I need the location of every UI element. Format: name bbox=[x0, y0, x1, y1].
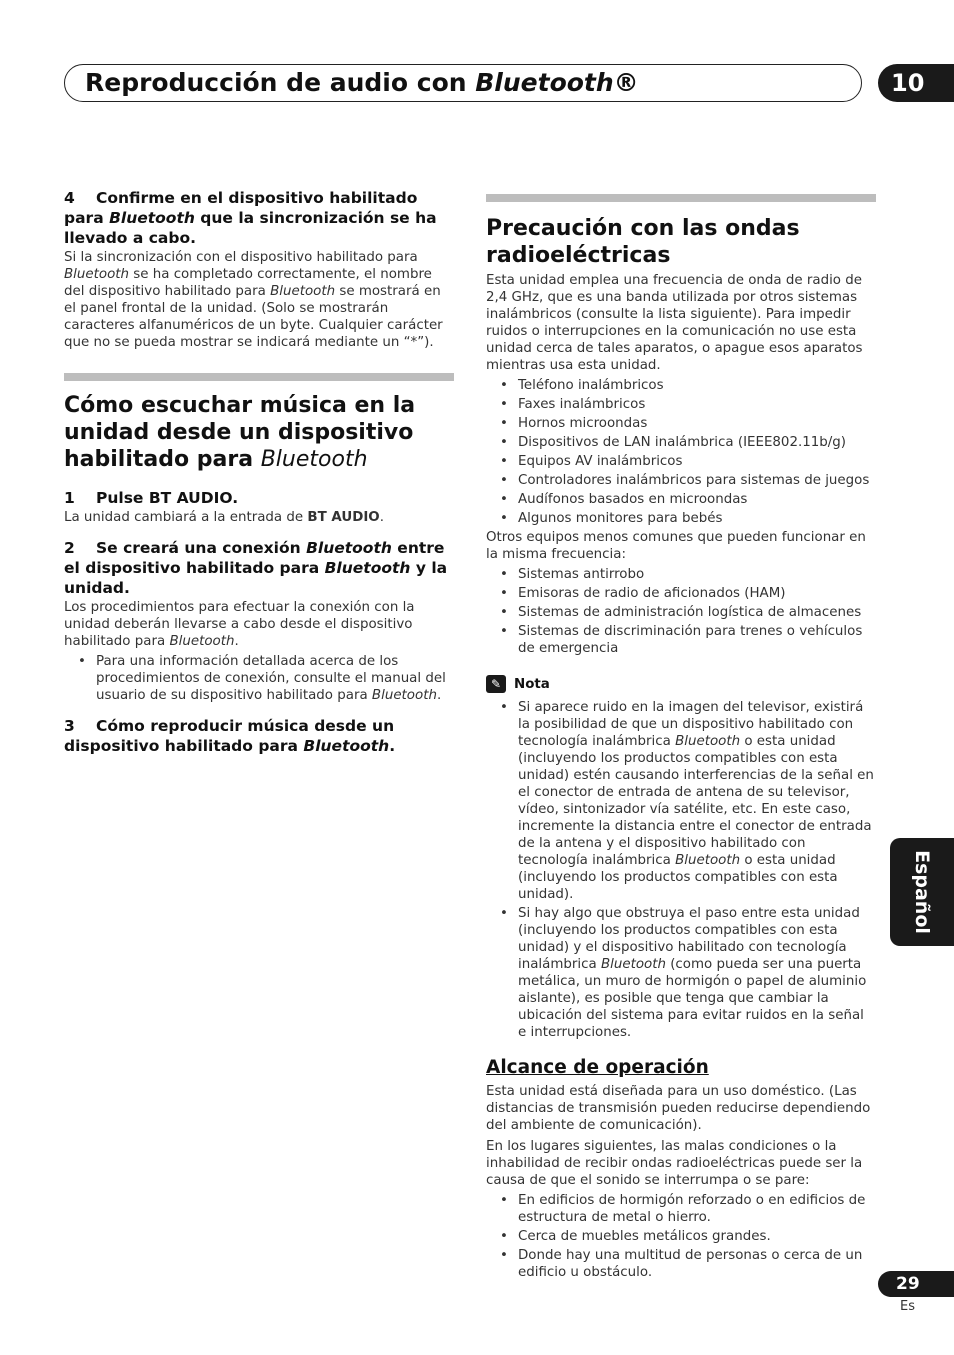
page-language-code: Es bbox=[900, 1299, 915, 1314]
right-column bbox=[486, 194, 876, 1283]
step-2-bullets bbox=[64, 653, 454, 704]
other-equipment-list bbox=[486, 566, 876, 657]
step-4-body: Si la sincronización con el dispositivo habilitado para Bluetooth se ha completado correctamente, el nombre del dispositivo habilitado para Bluetooth se mostrará en el panel frontal de la unidad. (Solo se mostrarán caracteres alfanuméricos de un byte. Cualquier carácter que no se pueda mostrar se indicará mediante un “*”). bbox=[64, 250, 443, 350]
list-item: • Sistemas antirrobo bbox=[486, 566, 876, 583]
list-item: • Faxes inalámbricos bbox=[486, 396, 876, 413]
list-item: • Dispositivos de LAN inalámbrica (IEEE802.11b/g) bbox=[486, 434, 876, 451]
interference-device-list bbox=[486, 377, 876, 527]
list-item: • Para una información detallada acerca de los procedimientos de conexión, consulte el manual del usuario de su dispositivo habilitado para Bluetooth. bbox=[64, 653, 454, 704]
list-item: • Audífonos basados en microondas bbox=[486, 491, 876, 508]
list-item: • En edificios de hormigón reforzado o en edificios de estructura de metal o hierro. bbox=[486, 1192, 876, 1226]
note-heading: ✎ Nota bbox=[486, 675, 876, 693]
list-item: • Algunos monitores para bebés bbox=[486, 510, 876, 527]
step-1-heading: 1 Pulse BT AUDIO. bbox=[64, 489, 239, 507]
section-heading-radio-waves: Precaución con las ondas radioeléctricas bbox=[486, 216, 800, 268]
chapter-number: 10 bbox=[878, 64, 954, 102]
list-item: • Donde hay una multitud de personas o cerca de un edificio u obstáculo. bbox=[486, 1247, 876, 1281]
list-item: • Teléfono inalámbricos bbox=[486, 377, 876, 394]
list-item: • Si hay algo que obstruya el paso entre esta unidad (incluyendo los productos compatibles con esta unidad) y el dispositivo habilitado con tecnología inalámbrica Bluetooth (como pueda ser una puerta metálica, un muro de hormigón o papel de aluminio aislante), es posible que tenga que cambiar la ubicación del sistema para evitar ruidos en la señal e interrupciones. bbox=[486, 905, 876, 1041]
language-tab: Español bbox=[890, 838, 954, 946]
list-item: • Sistemas de discriminación para trenes o vehículos de emergencia bbox=[486, 623, 876, 657]
step-1-body: La unidad cambiará a la entrada de BT AUDIO. bbox=[64, 510, 384, 525]
left-column bbox=[64, 188, 454, 756]
range-heading: Alcance de operación bbox=[486, 1057, 709, 1078]
list-item: • Hornos microondas bbox=[486, 415, 876, 432]
page-title: Reproducción de audio con Bluetooth® bbox=[85, 68, 639, 97]
list-item: • Emisoras de radio de aficionados (HAM) bbox=[486, 585, 876, 602]
range-paragraph-1: Esta unidad está diseñada para un uso doméstico. (Las distancias de transmisión pueden reducirse dependiendo del ambiente de comunicación). bbox=[486, 1084, 871, 1133]
note-list bbox=[486, 699, 876, 1041]
list-item: • Si aparece ruido en la imagen del televisor, existirá la posibilidad de que un dispositivo habilitado con tecnología inalámbrica Bluetooth o esta unidad (incluyendo los productos compatibles con esta unidad) estén causando interferencias de la señal en el conector de entrada de antena de su televisor, vídeo, sintonizador vía satélite, etc. En este caso, incremente la distancia entre el conector de entrada de la antena y el dispositivo habilitado con tecnología inalámbrica Bluetooth o esta unidad (incluyendo los productos compatibles con esta unidad). bbox=[486, 699, 876, 903]
list-item: • Controladores inalámbricos para sistemas de juegos bbox=[486, 472, 876, 489]
list-item: • Equipos AV inalámbricos bbox=[486, 453, 876, 470]
pencil-icon: ✎ bbox=[486, 675, 506, 693]
page-number: 29 bbox=[878, 1271, 954, 1297]
chapter-title-box bbox=[64, 64, 862, 102]
section-heading-listen: Cómo escuchar música en la unidad desde un dispositivo habilitado para Bluetooth bbox=[64, 393, 416, 472]
range-paragraph-2: En los lugares siguientes, las malas condiciones o la inhabilidad de recibir ondas radioeléctricas puede ser la causa de que el sonido se interrumpa o se pare: bbox=[486, 1139, 863, 1188]
step-2-body: Los procedimientos para efectuar la conexión con la unidad deberán llevarse a cabo desde el dispositivo habilitado para Bluetooth. bbox=[64, 600, 415, 649]
step-2-heading: 2 Se creará una conexión Bluetooth entre el dispositivo habilitado para Bluetooth y la unidad. bbox=[64, 539, 448, 597]
section-rule bbox=[64, 373, 454, 381]
poor-reception-list bbox=[486, 1192, 876, 1281]
step-3-heading: 3 Cómo reproducir música desde un dispositivo habilitado para Bluetooth. bbox=[64, 717, 396, 755]
list-item: • Cerca de muebles metálicos grandes. bbox=[486, 1228, 876, 1245]
other-equipment-text: Otros equipos menos comunes que pueden funcionar en la misma frecuencia: bbox=[486, 530, 866, 562]
radio-intro: Esta unidad emplea una frecuencia de onda de radio de 2,4 GHz, que es una banda utilizada por otros sistemas inalámbricos (consulte la lista siguiente). Para impedir ruidos o interrupciones en la comunicación no use esta unidad cerca de tales aparatos, o apague esos aparatos mientras usa esta unidad. bbox=[486, 273, 863, 373]
step-4-heading: 4 Confirme en el dispositivo habilitado para Bluetooth que la sincronización se ha llevado a cabo. bbox=[64, 189, 437, 247]
section-rule bbox=[486, 194, 876, 202]
list-item: • Sistemas de administración logística de almacenes bbox=[486, 604, 876, 621]
